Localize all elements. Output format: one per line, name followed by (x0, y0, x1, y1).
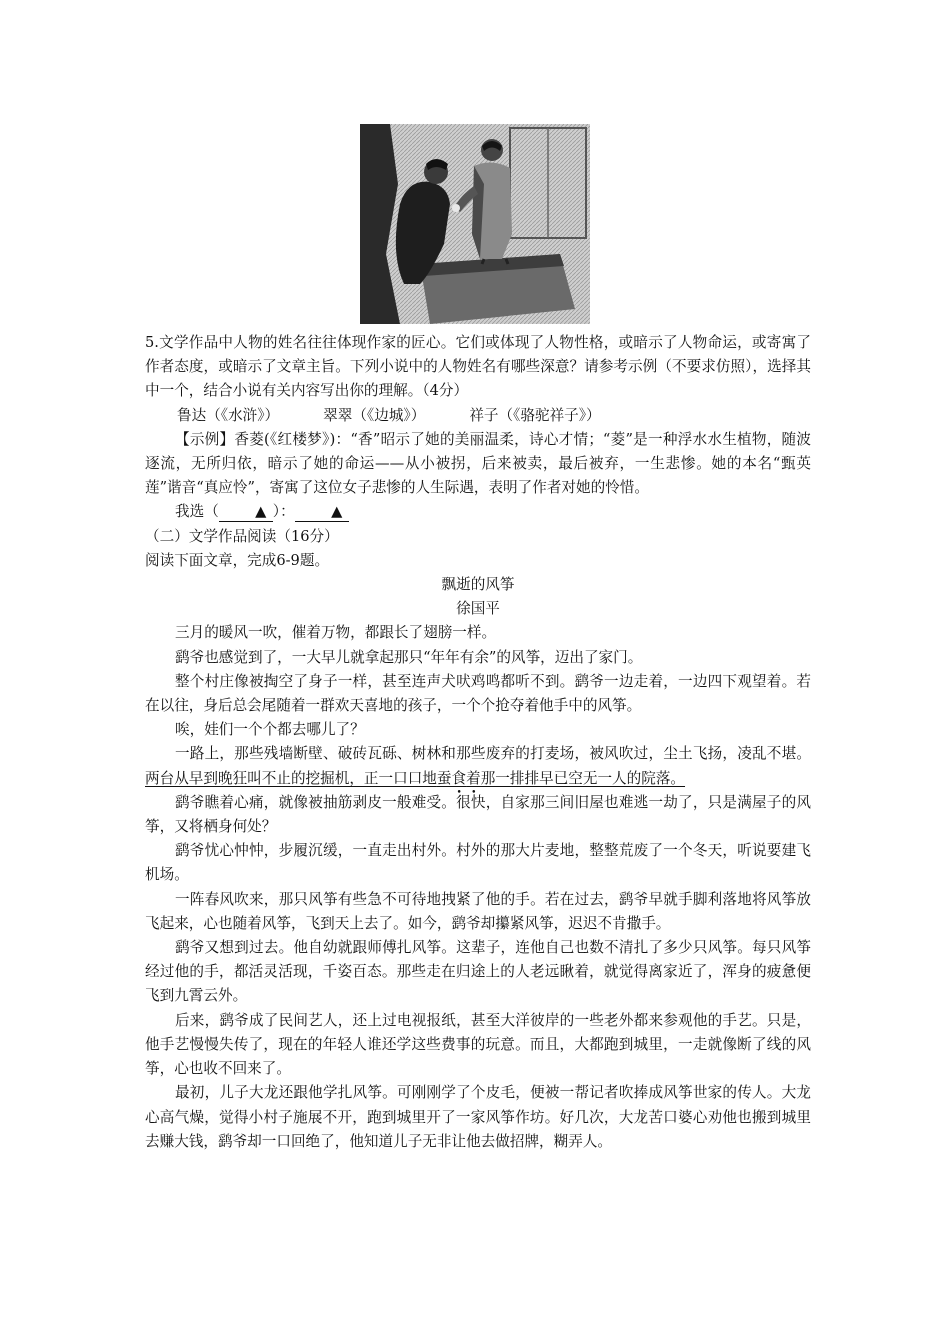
underlined-sentence: 两台从早到晚狂叫不止的挖掘机，正一口口地蚕食着那一排排早已空无一人的院落。 (145, 769, 686, 787)
story-paragraph: 一阵春风吹来，那只风筝有些急不可待地拽紧了他的手。若在过去，鹞爷早就手脚利落地将风筝放飞起来，心也随着风筝，飞到天上去了。如今，鹞爷却攥紧风筝，迟迟不肯撒手。 (145, 890, 811, 932)
story-title: 飘逝的风筝 (441, 576, 515, 594)
story-paragraph-underlined: 一路上，那些残墙断壁、破砖瓦砾、树林和那些废弃的打麦场，被风吹过，尘土飞扬，凌乱不堪。两台从早到晚狂叫不止的挖掘机，正一口口地蚕食着那一排排早已空无一人的院落。 (145, 745, 811, 787)
answer-prefix: 我选（ (175, 503, 219, 521)
example-paragraph: 【示例】香菱(《红楼梦》)：“香”昭示了她的美丽温柔，诗心才情；“菱”是一种浮水水生植物，随波逐流，无所归依，暗示了她的命运——从小被拐，后来被卖，最后被弃，一生悲惨。她的本名“甄英莲”谐音“真应怜”，寄寓了这位女子悲惨的人生际遇，表明了作者对她的怜惜。 (145, 430, 811, 497)
document-body (145, 331, 811, 1154)
story-paragraph: 鹞爷瞧着心痛，就像被抽筋剥皮一般难受。很快，自家那三间旧屋也难逃一劫了，只是满屋子的风筝，又将栖身何处？ (145, 793, 811, 836)
story-paragraph: 最初，儿子大龙还跟他学扎风筝。可刚刚学了个皮毛，便被一帮记者吹捧成风筝世家的传人。大龙心高气燥，觉得小村子施展不开，跑到城里开了一家风筝作坊。好几次，大龙苦口婆心劝他也搬到城里去赚大钱，鹞爷却一口回绝了，他知道儿子无非让他去做招牌，糊弄人。 (145, 1084, 811, 1150)
story-author: 徐国平 (456, 600, 500, 618)
question-5: 5.文学作品中人物的姓名往往体现作家的匠心。它们或体现了人物性格，或暗示了人物命运，或寄寓了作者态度，或暗示了文章主旨。下列小说中的人物姓名有哪些深意？请参考示例（不要求仿照），选择其中一个，结合小说有关内容写出你的理解。（4分） (145, 334, 811, 400)
dotted-char: 食 (451, 769, 467, 787)
dotted-char: 蚕 (436, 769, 452, 787)
answer-blank-choice[interactable]: ▲ (219, 503, 273, 522)
two-men-engraving-illustration (360, 124, 590, 324)
option-luda: 鲁达（《水浒》） (177, 406, 280, 424)
option-xiangzi: 祥子（《骆驼祥子》） (469, 406, 601, 424)
answer-mid: ）： (272, 503, 295, 521)
character-options (145, 404, 811, 428)
story-paragraph: 唉，娃们一个个都去哪儿了？ (175, 721, 365, 739)
story-paragraph: 整个村庄像被掏空了身子一样，甚至连声犬吠鸡鸣都听不到。鹞爷一边走着，一边四下观望着。若在以往，身后总会尾随着一群欢天喜地的孩子，一个个抢夺着他手中的风筝。 (145, 672, 811, 715)
story-paragraph: 后来，鹞爷成了民间艺人，还上过电视报纸，甚至大洋彼岸的一些老外都来参观他的手艺。只是，他手艺慢慢失传了，现在的年轻人谁还学这些费事的玩意。而且，大都跑到城里，一走就像断了线的风筝，心也收不回来了。 (145, 1011, 811, 1078)
story-paragraph: 鹞爷又想到过去。他自幼就跟师傅扎风筝。这辈子，连他自己也数不清扎了多少只风筝。每只风筝经过他的手，都活灵活现，千姿百态。那些走在归途上的人老远瞅着，就觉得离家近了，浑身的疲惫便飞到九霄云外。 (145, 939, 811, 1005)
option-cuicui: 翠翠（《边城》） (323, 406, 426, 424)
section-instruction: 阅读下面文章，完成6-9题。 (145, 551, 330, 569)
story-paragraph: 鹞爷也感觉到了，一大早儿就拿起那只“年年有余”的风筝，迈出了家门。 (175, 648, 643, 666)
illustration (360, 124, 590, 324)
answer-line (145, 500, 811, 524)
story-paragraph: 三月的暖风一吹，催着万物，都跟长了翅膀一样。 (175, 624, 497, 642)
section-heading: （二）文学作品阅读（16分） (145, 527, 339, 545)
story-paragraph: 鹞爷忧心忡忡，步履沉缓，一直走出村外。村外的那大片麦地，整整荒废了一个冬天，听说要建飞机场。 (145, 842, 811, 884)
answer-blank-reason[interactable]: ▲ (295, 503, 349, 522)
